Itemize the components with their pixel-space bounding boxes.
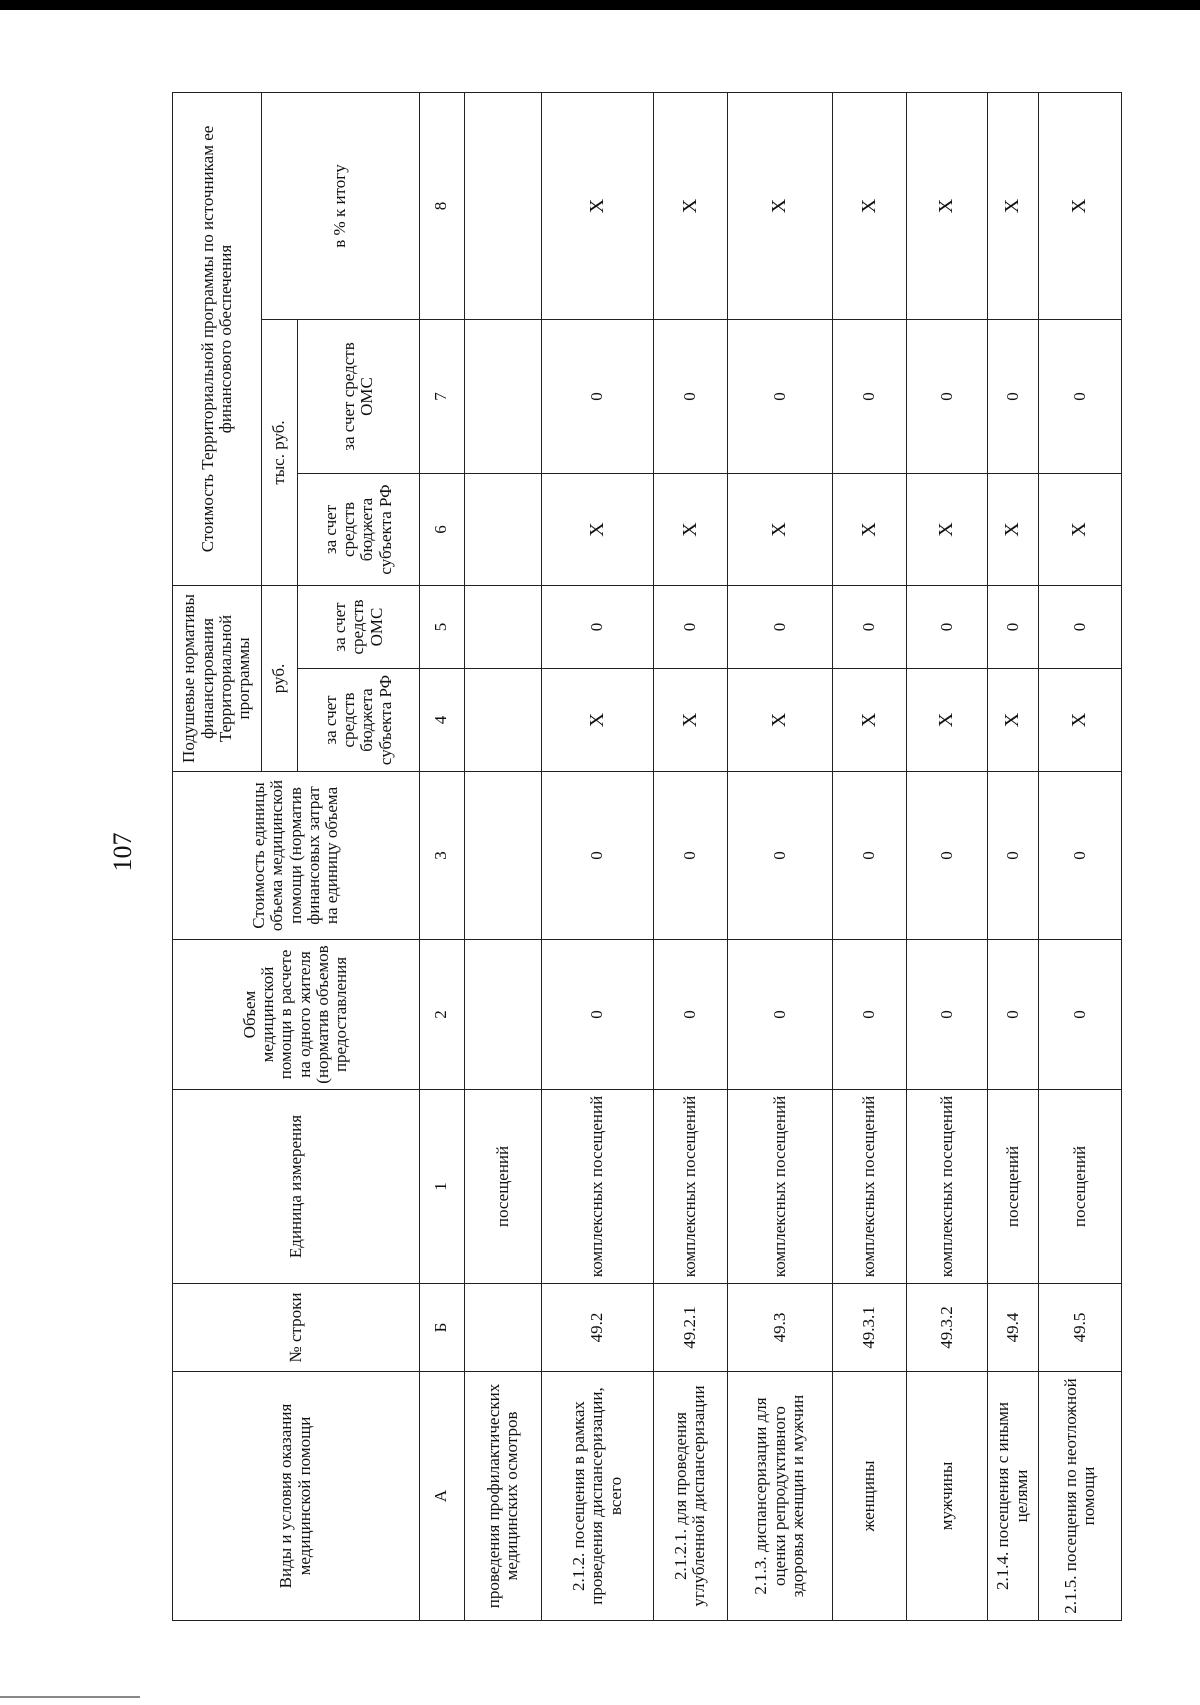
header-cost-unit: тыс. руб.: [262, 319, 298, 585]
row-per-capita-budget: X: [987, 669, 1039, 772]
row-number: 49.3.2: [907, 1284, 987, 1372]
row-unit-cost: 0: [542, 772, 653, 940]
row-cost-budget: X: [833, 473, 907, 585]
row-name: женщины: [833, 1372, 907, 1621]
header-volume: Объем медицинской помощи в расчете на одного жителя (норматив объемов предоставления: [173, 940, 420, 1090]
row-unit: комплексных посещений: [907, 1090, 987, 1284]
row-cost-oms: 0: [727, 319, 832, 473]
row-per-capita-budget: X: [833, 669, 907, 772]
row-volume: 0: [907, 940, 987, 1090]
row-cost-budget: [464, 473, 542, 585]
row-percent: X: [907, 92, 987, 319]
header-cost-budget: за счет средств бюджета субъекта РФ: [298, 473, 419, 585]
row-unit-cost: 0: [907, 772, 987, 940]
row-percent: X: [1039, 92, 1122, 319]
row-per-capita-oms: 0: [907, 585, 987, 668]
row-percent: X: [833, 92, 907, 319]
row-percent: X: [727, 92, 832, 319]
row-per-capita-oms: 0: [833, 585, 907, 668]
page-number: 107: [108, 832, 137, 872]
column-numbers-row: [419, 92, 464, 1620]
row-unit: комплексных посещений: [727, 1090, 832, 1284]
row-number: 49.5: [1039, 1284, 1122, 1372]
row-unit: посещений: [1039, 1090, 1122, 1284]
header-row-1: [173, 92, 262, 1620]
row-per-capita-oms: 0: [987, 585, 1039, 668]
row-percent: [464, 92, 542, 319]
header-unit-cost: Стоимость единицы объема медицинской помощи (норматив финансовых затрат на единицу объема: [173, 772, 420, 940]
table-row: [833, 92, 907, 1620]
column-number: 5: [419, 585, 464, 668]
row-per-capita-budget: X: [727, 669, 832, 772]
row-cost-budget: X: [653, 473, 727, 585]
row-name: мужчины: [907, 1372, 987, 1621]
row-number: 49.3: [727, 1284, 832, 1372]
row-number: [464, 1284, 542, 1372]
row-number: 49.3.1: [833, 1284, 907, 1372]
row-cost-budget: X: [727, 473, 832, 585]
table-body: [464, 92, 1121, 1620]
row-per-capita-oms: [464, 585, 542, 668]
row-cost-budget: X: [907, 473, 987, 585]
row-name: проведения профилактических медицинских осмотров: [464, 1372, 542, 1621]
row-cost-oms: 0: [833, 319, 907, 473]
header-types: Виды и условия оказания медицинской помощи: [173, 1372, 420, 1621]
table-row: [727, 92, 832, 1620]
row-cost-oms: 0: [987, 319, 1039, 473]
table-row: [1039, 92, 1122, 1620]
row-per-capita-oms: 0: [542, 585, 653, 668]
row-unit: комплексных посещений: [833, 1090, 907, 1284]
header-per-capita-unit: руб.: [262, 585, 298, 771]
header-per-capita-oms: за счет средств ОМС: [298, 585, 419, 668]
table-row: [653, 92, 727, 1620]
row-cost-budget: X: [1039, 473, 1122, 585]
row-per-capita-oms: 0: [1039, 585, 1122, 668]
scan-bottom-line: [0, 1696, 140, 1698]
row-name: 2.1.5. посещения по неотложной помощи: [1039, 1372, 1122, 1621]
header-per-capita: Подушевые нормативы финансирования Территориальной программы: [173, 585, 262, 771]
row-cost-budget: X: [542, 473, 653, 585]
row-per-capita-oms: 0: [653, 585, 727, 668]
column-number: 2: [419, 940, 464, 1090]
row-per-capita-budget: X: [542, 669, 653, 772]
table-frame: [172, 93, 1122, 1621]
row-unit: посещений: [987, 1090, 1039, 1284]
row-volume: 0: [727, 940, 832, 1090]
row-cost-budget: X: [987, 473, 1039, 585]
column-number: А: [419, 1372, 464, 1621]
row-volume: 0: [1039, 940, 1122, 1090]
scan-top-edge: [0, 0, 1200, 10]
row-per-capita-oms: 0: [727, 585, 832, 668]
table-row: [907, 92, 987, 1620]
row-unit: посещений: [464, 1090, 542, 1284]
row-percent: X: [987, 92, 1039, 319]
row-unit-cost: 0: [653, 772, 727, 940]
row-number: 49.2: [542, 1284, 653, 1372]
header-cost: Стоимость Территориальной программы по источникам ее финансового обеспечения: [173, 92, 262, 585]
row-cost-oms: [464, 319, 542, 473]
column-number: 7: [419, 319, 464, 473]
row-name: 2.1.2. посещения в рамках проведения диспансеризации, всего: [542, 1372, 653, 1621]
row-name: 2.1.2.1. для проведения углубленной диспансеризации: [653, 1372, 727, 1621]
table-row: [464, 92, 542, 1620]
row-volume: 0: [653, 940, 727, 1090]
row-number: 49.4: [987, 1284, 1039, 1372]
column-number: 8: [419, 92, 464, 319]
row-volume: 0: [542, 940, 653, 1090]
row-cost-oms: 0: [1039, 319, 1122, 473]
row-per-capita-budget: [464, 669, 542, 772]
row-name: 2.1.4. посещения с иными целями: [987, 1372, 1039, 1621]
row-unit: комплексных посещений: [653, 1090, 727, 1284]
row-unit-cost: 0: [833, 772, 907, 940]
row-volume: 0: [987, 940, 1039, 1090]
row-unit-cost: 0: [987, 772, 1039, 940]
row-cost-oms: 0: [907, 319, 987, 473]
column-number: 3: [419, 772, 464, 940]
row-unit-cost: [464, 772, 542, 940]
row-per-capita-budget: X: [1039, 669, 1122, 772]
table-row: [542, 92, 653, 1620]
row-volume: 0: [833, 940, 907, 1090]
row-volume: [464, 940, 542, 1090]
row-percent: X: [542, 92, 653, 319]
column-number: 6: [419, 473, 464, 585]
header-row-no: № строки: [173, 1284, 420, 1372]
table-row: [987, 92, 1039, 1620]
column-number: 1: [419, 1090, 464, 1284]
column-number: 4: [419, 669, 464, 772]
row-name: 2.1.3. диспансеризации для оценки репродуктивного здоровья женщин и мужчин: [727, 1372, 832, 1621]
row-unit-cost: 0: [1039, 772, 1122, 940]
row-unit: комплексных посещений: [542, 1090, 653, 1284]
row-per-capita-budget: X: [653, 669, 727, 772]
row-percent: X: [653, 92, 727, 319]
row-unit-cost: 0: [727, 772, 832, 940]
medical-care-table: [172, 92, 1122, 1621]
row-cost-oms: 0: [542, 319, 653, 473]
header-unit: Единица измерения: [173, 1090, 420, 1284]
header-cost-oms: за счет средств ОМС: [298, 319, 419, 473]
header-cost-percent: в % к итогу: [262, 92, 420, 319]
row-number: 49.2.1: [653, 1284, 727, 1372]
column-number: Б: [419, 1284, 464, 1372]
row-cost-oms: 0: [653, 319, 727, 473]
row-per-capita-budget: X: [907, 669, 987, 772]
header-per-capita-budget: за счет средств бюджета субъекта РФ: [298, 669, 419, 772]
